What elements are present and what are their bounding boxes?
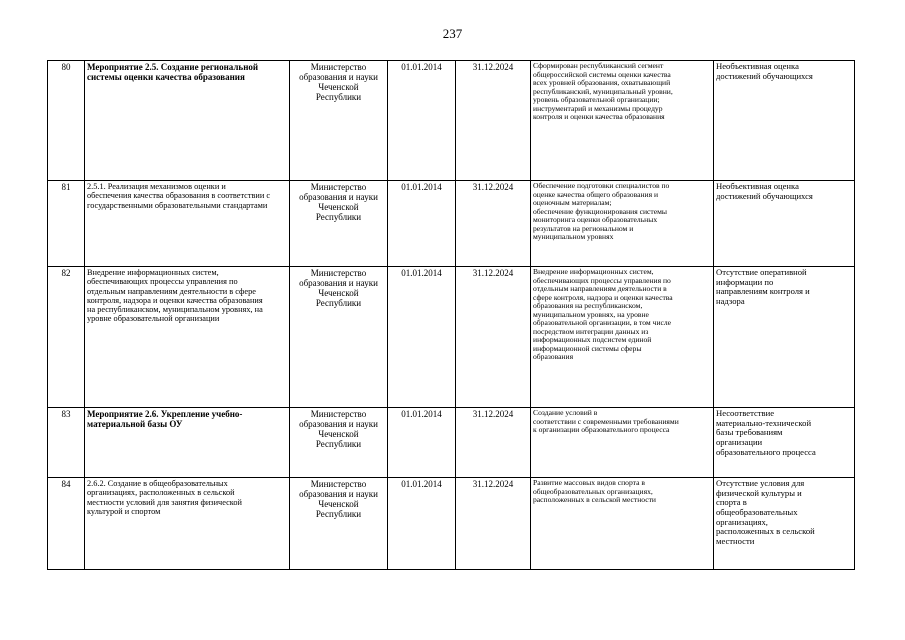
executor-line: Чеченской: [318, 429, 359, 440]
result-line: оценке качества общего образования и: [533, 189, 659, 199]
result-line: результатов на региональном и: [533, 223, 634, 233]
consequence-line: базы требованиям: [716, 427, 783, 438]
activity-line: 2.5.1. Реализация механизмов оценки и: [87, 182, 226, 191]
end-date-cell: 31.12.2024: [456, 478, 531, 570]
activity-line: обеспечения качества образования в соответствии с: [87, 191, 271, 201]
executor-line: Республики: [315, 509, 362, 520]
consequence-line: Отсутствие условия для: [716, 478, 805, 488]
activity-line: материальной базы ОУ: [87, 419, 183, 430]
consequence-line: Необъективная оценка: [716, 61, 799, 71]
consequence-line: организации: [716, 436, 763, 447]
result-line: сфере контроля, надзора и оценки качества: [533, 292, 673, 302]
activity-line: Внедрение информационных систем,: [87, 268, 219, 277]
consequence-line: спорта в: [716, 497, 747, 508]
activity-line: Мероприятие 2.6. Укрепление учебно-: [87, 409, 243, 419]
consequence-line: материально-технической: [716, 417, 812, 428]
activity-cell: [85, 267, 290, 408]
activity-line: государственными образовательными стандартами: [87, 200, 268, 210]
result-cell: [531, 61, 714, 181]
consequence-line: общеобразовательных: [716, 506, 798, 517]
row-number: 80: [48, 61, 85, 181]
consequence-line: достижений обучающихся: [716, 70, 813, 81]
consequence-line: Необъективная оценка: [716, 181, 799, 191]
result-line: муниципальном уровнях: [533, 232, 614, 241]
start-date-cell: 01.01.2014: [388, 267, 456, 408]
consequence-cell: [714, 181, 855, 267]
executor-line: образования и науки: [299, 278, 378, 289]
executor-line: Министерство: [310, 409, 367, 419]
result-line: муниципальном уровнях, на уровне: [533, 309, 649, 319]
executor-line: Министерство: [310, 62, 367, 72]
row-number: 84: [48, 478, 85, 570]
consequence-line: направлениям контроля и: [716, 286, 810, 297]
executor-cell: [290, 181, 388, 267]
table-row: [48, 181, 855, 267]
activity-cell: [85, 61, 290, 181]
result-cell: [531, 408, 714, 478]
table-row: [48, 408, 855, 478]
program-activities-table: [47, 60, 855, 570]
activity-cell: [85, 478, 290, 570]
activity-cell: [85, 181, 290, 267]
result-line: общероссийской системы оценки качества: [533, 69, 671, 79]
executor-line: Республики: [315, 212, 362, 223]
row-number: 81: [48, 181, 85, 267]
executor-line: образования и науки: [299, 72, 378, 83]
executor-line: Чеченской: [318, 288, 359, 299]
result-line: обеспечивающих процессы управления по: [533, 275, 671, 285]
start-date-cell: 01.01.2014: [388, 61, 456, 181]
executor-cell: [290, 267, 388, 408]
executor-line: образования и науки: [299, 419, 378, 430]
result-line: к организации образовательного процесса: [533, 425, 670, 434]
result-line: мониторинга оценки образовательных: [533, 215, 658, 224]
end-date-cell: 31.12.2024: [456, 267, 531, 408]
table-row: [48, 478, 855, 570]
result-cell: [531, 478, 714, 570]
consequence-line: физической культуры и: [716, 487, 802, 498]
activity-cell: [85, 408, 290, 478]
executor-line: Чеченской: [318, 202, 359, 213]
consequence-line: информации по: [716, 276, 774, 287]
result-line: образования: [533, 352, 574, 361]
result-cell: [531, 181, 714, 267]
consequence-line: Несоответствие: [716, 408, 775, 418]
consequence-cell: [714, 61, 855, 181]
page-number: 237: [442, 26, 463, 41]
executor-line: Республики: [315, 92, 362, 103]
activity-line: Мероприятие 2.5. Создание региональной: [87, 62, 259, 72]
consequence-line: местности: [716, 535, 755, 546]
result-line: инструментарий и механизмы процедур: [533, 103, 663, 113]
consequence-line: достижений обучающихся: [716, 190, 813, 201]
result-line: республиканский, муниципальный уровни,: [533, 86, 673, 96]
consequence-cell: [714, 408, 855, 478]
consequence-line: Отсутствие оперативной: [716, 267, 807, 277]
executor-line: Республики: [315, 439, 362, 450]
result-line: образовательной организации, в том числе: [533, 318, 672, 327]
end-date-cell: 31.12.2024: [456, 61, 531, 181]
executor-line: образования и науки: [299, 489, 378, 500]
executor-line: Министерство: [310, 479, 367, 489]
executor-line: Министерство: [310, 268, 367, 278]
executor-cell: [290, 408, 388, 478]
start-date-cell: 01.01.2014: [388, 478, 456, 570]
result-line: контроля и оценки качества образования: [533, 112, 665, 121]
consequence-cell: [714, 478, 855, 570]
consequence-line: надзора: [716, 295, 745, 306]
activity-line: уровне образовательной организации: [87, 314, 220, 324]
result-line: соответствии с современными требованиями: [533, 416, 679, 426]
end-date-cell: 31.12.2024: [456, 181, 531, 267]
result-line: расположенных в сельской местности: [533, 495, 656, 504]
result-line: обеспечение функционирования системы: [533, 206, 668, 216]
consequence-cell: [714, 267, 855, 408]
activity-line: контроля, надзора и оценки качества образования: [87, 295, 263, 305]
result-line: общеобразовательных организациях,: [533, 486, 653, 496]
executor-line: Чеченской: [318, 82, 359, 93]
result-line: отдельным направлениям деятельности в: [533, 284, 667, 293]
activity-line: культурой и спортом: [87, 506, 161, 516]
row-number: 82: [48, 267, 85, 408]
activity-line: обеспечивающих процессы управления по: [87, 277, 238, 287]
start-date-cell: 01.01.2014: [388, 408, 456, 478]
activity-line: отдельным направлениям деятельности в сфере: [87, 286, 256, 296]
executor-line: Чеченской: [318, 499, 359, 510]
activity-line: 2.6.2. Создание в общеобразовательных: [87, 479, 228, 488]
consequence-line: образовательного процесса: [716, 446, 816, 457]
activity-line: системы оценки качества образования: [87, 72, 245, 83]
result-line: информационной системы сферы: [533, 343, 642, 353]
result-line: информационных подсистем единой: [533, 335, 652, 344]
table-row: [48, 267, 855, 408]
executor-line: Республики: [315, 298, 362, 309]
row-number: 83: [48, 408, 85, 478]
activity-line: на республиканском, муниципальном уровнях, на: [87, 305, 263, 315]
consequence-line: расположенных в сельской: [716, 526, 815, 537]
result-line: Развитие массовых видов спорта в: [533, 478, 645, 487]
result-line: Создание условий в: [533, 408, 598, 417]
result-line: оценочным материалам;: [533, 198, 612, 207]
result-cell: [531, 267, 714, 408]
result-line: Сформирован республиканский сегмент: [533, 61, 664, 70]
result-line: Обеспечение подготовки специалистов по: [533, 181, 670, 190]
table-row: [48, 61, 855, 181]
activity-line: местности условий для занятия физической: [87, 497, 242, 507]
executor-line: Министерство: [310, 182, 367, 192]
executor-line: образования и науки: [299, 192, 378, 203]
result-line: всех уровней образования, охватывающий: [533, 78, 671, 87]
executor-cell: [290, 61, 388, 181]
activity-line: организациях, расположенных в сельской: [87, 488, 235, 498]
result-line: посредством интеграции данных из: [533, 326, 649, 336]
result-line: образования на республиканском,: [533, 301, 643, 310]
start-date-cell: 01.01.2014: [388, 181, 456, 267]
result-line: уровень образовательной организации;: [533, 95, 660, 104]
executor-cell: [290, 478, 388, 570]
end-date-cell: 31.12.2024: [456, 408, 531, 478]
result-line: Внедрение информационных систем,: [533, 267, 654, 276]
consequence-line: организациях,: [716, 516, 768, 527]
